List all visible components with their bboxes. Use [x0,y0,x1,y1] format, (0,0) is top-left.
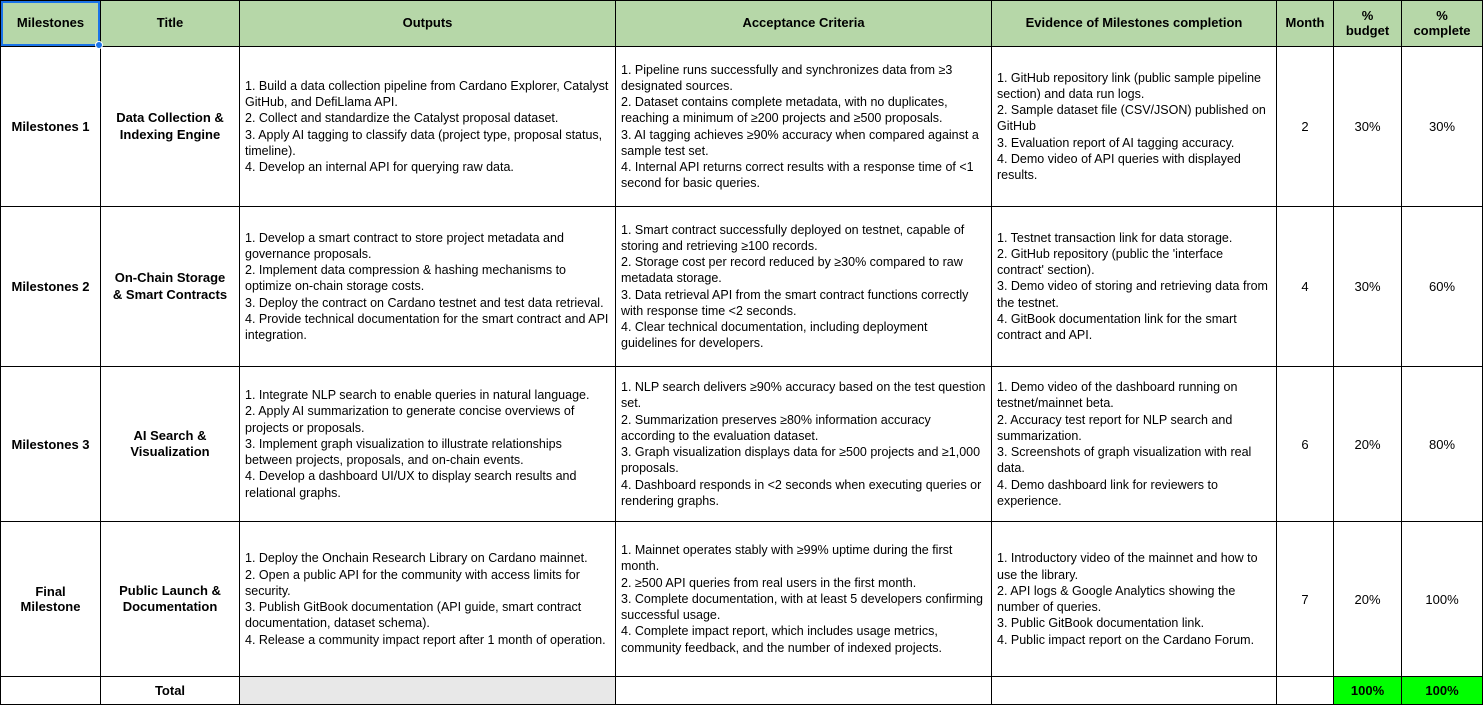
acceptance-item: 1. NLP search delivers ≥90% accuracy based on the test question set. [621,380,986,411]
header-month[interactable]: Month [1277,1,1334,47]
header-percent-budget-line1: % [1361,7,1374,23]
output-item: 4. Develop a dashboard UI/UX to display search results and relational graphs. [245,469,577,500]
acceptance-item: 1. Pipeline runs successfully and synchronizes data from ≥3 designated sources. [621,62,953,93]
total-blank-acceptance[interactable] [616,677,992,705]
header-milestones[interactable]: Milestones [1,1,101,47]
output-item: 4. Provide technical documentation for the smart contract and API integration. [245,311,609,343]
cell-milestone-label[interactable]: Milestones 2 [1,207,101,367]
evidence-item: 2. GitHub repository (public the 'interface contract' section). [997,246,1224,278]
output-item: 3. Publish GitBook documentation (API guide, smart contract documentation, dataset schema). [245,600,582,631]
output-item: 3. Deploy the contract on Cardano testnet and test data retrieval. [245,295,604,310]
header-percent-complete[interactable] [1402,1,1483,47]
acceptance-item: 4. Dashboard responds in <2 seconds when executing queries or rendering graphs. [621,477,982,508]
evidence-item: 1. Demo video of the dashboard running on testnet/mainnet beta. [997,380,1238,411]
table-total-row [1,677,1483,705]
cell-evidence[interactable] [992,522,1277,677]
output-item: 3. Apply AI tagging to classify data (project type, proposal status, timeline). [245,127,603,158]
evidence-item: 2. API logs & Google Analytics showing the number of queries. [997,583,1236,614]
cell-evidence[interactable] [992,367,1277,522]
output-item: 2. Open a public API for the community with access limits for security. [245,567,580,598]
evidence-item: 2. Sample dataset file (CSV/JSON) published on GitHub [997,103,1266,134]
cell-percent-complete[interactable]: 30% [1402,47,1483,207]
cell-title[interactable] [101,367,240,522]
evidence-item: 3. Public GitBook documentation link. [997,616,1205,631]
cell-outputs[interactable] [240,522,616,677]
output-item: 2. Implement data compression & hashing mechanisms to optimize on-chain storage costs. [245,263,566,294]
acceptance-item: 4. Clear technical documentation, including deployment guidelines for developers. [621,320,928,351]
total-label[interactable]: Total [101,677,240,705]
output-item: 2. Apply AI summarization to generate concise overviews of projects or proposals. [245,404,575,435]
cell-percent-budget[interactable]: 30% [1334,207,1402,367]
evidence-item: 1. GitHub repository link (public sample pipeline section) and data run logs. [997,70,1262,101]
evidence-item: 4. Demo video of API queries with displayed results. [997,151,1241,183]
cell-percent-complete[interactable]: 100% [1402,522,1483,677]
cell-title-line2: & Smart Contracts [112,286,228,302]
cell-title-line2: Visualization [130,444,210,459]
cell-acceptance[interactable] [616,207,992,367]
acceptance-item: 3. Complete documentation, with at least 5 developers confirming successful usage. [621,591,983,623]
evidence-item: 4. GitBook documentation link for the smart contract and API. [997,311,1237,343]
cell-title-line2: Documentation [122,599,218,614]
table-row [1,367,1483,522]
evidence-item: 3. Screenshots of graph visualization with real data. [997,445,1252,476]
cell-milestone-label[interactable]: Milestones 3 [1,367,101,522]
cell-percent-budget[interactable]: 30% [1334,47,1402,207]
cell-outputs[interactable] [240,47,616,207]
evidence-item: 1. Introductory video of the mainnet and how to use the library. [997,551,1258,582]
cell-acceptance[interactable] [616,47,992,207]
acceptance-item: 4. Complete impact report, which includes usage metrics, community feedback, and the number of indexed projects. [621,624,943,655]
table-header-row [1,1,1483,47]
evidence-item: 2. Accuracy test report for NLP search and summarization. [997,412,1233,443]
cell-month[interactable]: 7 [1277,522,1334,677]
cell-title-line1: AI Search & [133,427,207,443]
cell-title-line1: Public Launch & [119,582,221,598]
cell-milestone-label[interactable]: Milestones 1 [1,47,101,207]
table-row [1,47,1483,207]
cell-month[interactable]: 4 [1277,207,1334,367]
cell-percent-budget[interactable]: 20% [1334,522,1402,677]
output-item: 3. Implement graph visualization to illustrate relationships between projects, proposals, and on-chain events. [245,436,562,468]
evidence-item: 3. Evaluation report of AI tagging accuracy. [997,135,1235,150]
cell-evidence[interactable] [992,47,1277,207]
output-item: 1. Develop a smart contract to store project metadata and governance proposals. [245,230,564,261]
cell-milestone-line2: Milestone [20,599,81,614]
evidence-item: 3. Demo video of storing and retrieving data from the testnet. [997,279,1268,310]
acceptance-item: 2. ≥500 API queries from real users in the first month. [621,575,917,590]
cell-acceptance[interactable] [616,367,992,522]
cell-milestone-line1: Final [35,584,66,599]
total-percent-budget[interactable]: 100% [1334,677,1402,705]
cell-milestone-label[interactable] [1,522,101,677]
acceptance-item: 3. AI tagging achieves ≥90% accuracy when compared against a sample test set. [621,127,979,158]
header-title[interactable]: Title [101,1,240,47]
acceptance-item: 4. Internal API returns correct results with a response time of <1 second for basic queries. [621,160,974,191]
total-blank-month[interactable] [1277,677,1334,705]
acceptance-item: 1. Mainnet operates stably with ≥99% uptime during the first month. [621,543,953,574]
total-percent-complete[interactable]: 100% [1402,677,1483,705]
evidence-item: 4. Demo dashboard link for reviewers to experience. [997,477,1218,508]
cell-month[interactable]: 6 [1277,367,1334,522]
cell-outputs[interactable] [240,207,616,367]
evidence-item: 4. Public impact report on the Cardano Forum. [997,632,1255,647]
acceptance-item: 2. Summarization preserves ≥80% information accuracy according to the evaluation dataset. [621,412,931,443]
table-row [1,522,1483,677]
acceptance-item: 1. Smart contract successfully deployed on testnet, capable of storing and retrieving ≥100 records. [621,222,965,253]
cell-title-line1: On-Chain Storage [114,270,226,286]
output-item: 1. Build a data collection pipeline from Cardano Explorer, Catalyst GitHub, and DefiLlama API. [245,78,609,109]
header-percent-budget-line2: budget [1345,22,1390,38]
header-percent-complete-line1: % [1436,7,1448,23]
cell-title[interactable] [101,207,240,367]
cell-percent-complete[interactable]: 60% [1402,207,1483,367]
cell-month[interactable]: 2 [1277,47,1334,207]
cell-acceptance[interactable] [616,522,992,677]
header-evidence[interactable]: Evidence of Milestones completion [992,1,1277,47]
header-percent-complete-line2: complete [1413,22,1471,38]
acceptance-item: 3. Data retrieval API from the smart contract functions correctly with response time <2 seconds. [621,287,969,318]
acceptance-item: 2. Storage cost per record reduced by ≥30% compared to raw metadata storage. [621,255,963,286]
output-item: 1. Deploy the Onchain Research Library on Cardano mainnet. [245,551,588,566]
cell-title[interactable] [101,47,240,207]
total-blank-outputs[interactable] [240,677,616,705]
cell-evidence[interactable] [992,207,1277,367]
output-item: 1. Integrate NLP search to enable queries in natural language. [245,388,590,403]
cell-title-line1: Data Collection & [116,110,224,126]
output-item: 2. Collect and standardize the Catalyst proposal dataset. [245,111,559,126]
header-acceptance-criteria[interactable]: Acceptance Criteria [616,1,992,47]
table-row [1,207,1483,367]
total-blank-evidence[interactable] [992,677,1277,705]
output-item: 4. Develop an internal API for querying raw data. [245,160,514,174]
acceptance-item: 2. Dataset contains complete metadata, with no duplicates, reaching a minimum of ≥200 projects and ≥500 proposals. [621,95,948,126]
cell-percent-complete[interactable]: 80% [1402,367,1483,522]
total-label-left[interactable] [1,677,101,705]
cell-outputs[interactable] [240,367,616,522]
header-percent-budget[interactable] [1334,1,1402,47]
cell-title[interactable] [101,522,240,677]
evidence-item: 1. Testnet transaction link for data storage. [997,230,1233,245]
header-outputs[interactable]: Outputs [240,1,616,47]
acceptance-item: 3. Graph visualization displays data for ≥500 projects and ≥1,000 proposals. [621,445,981,476]
output-item: 4. Release a community impact report after 1 month of operation. [245,632,606,647]
cell-title-line2: Indexing Engine [119,126,221,142]
cell-percent-budget[interactable]: 20% [1334,367,1402,522]
